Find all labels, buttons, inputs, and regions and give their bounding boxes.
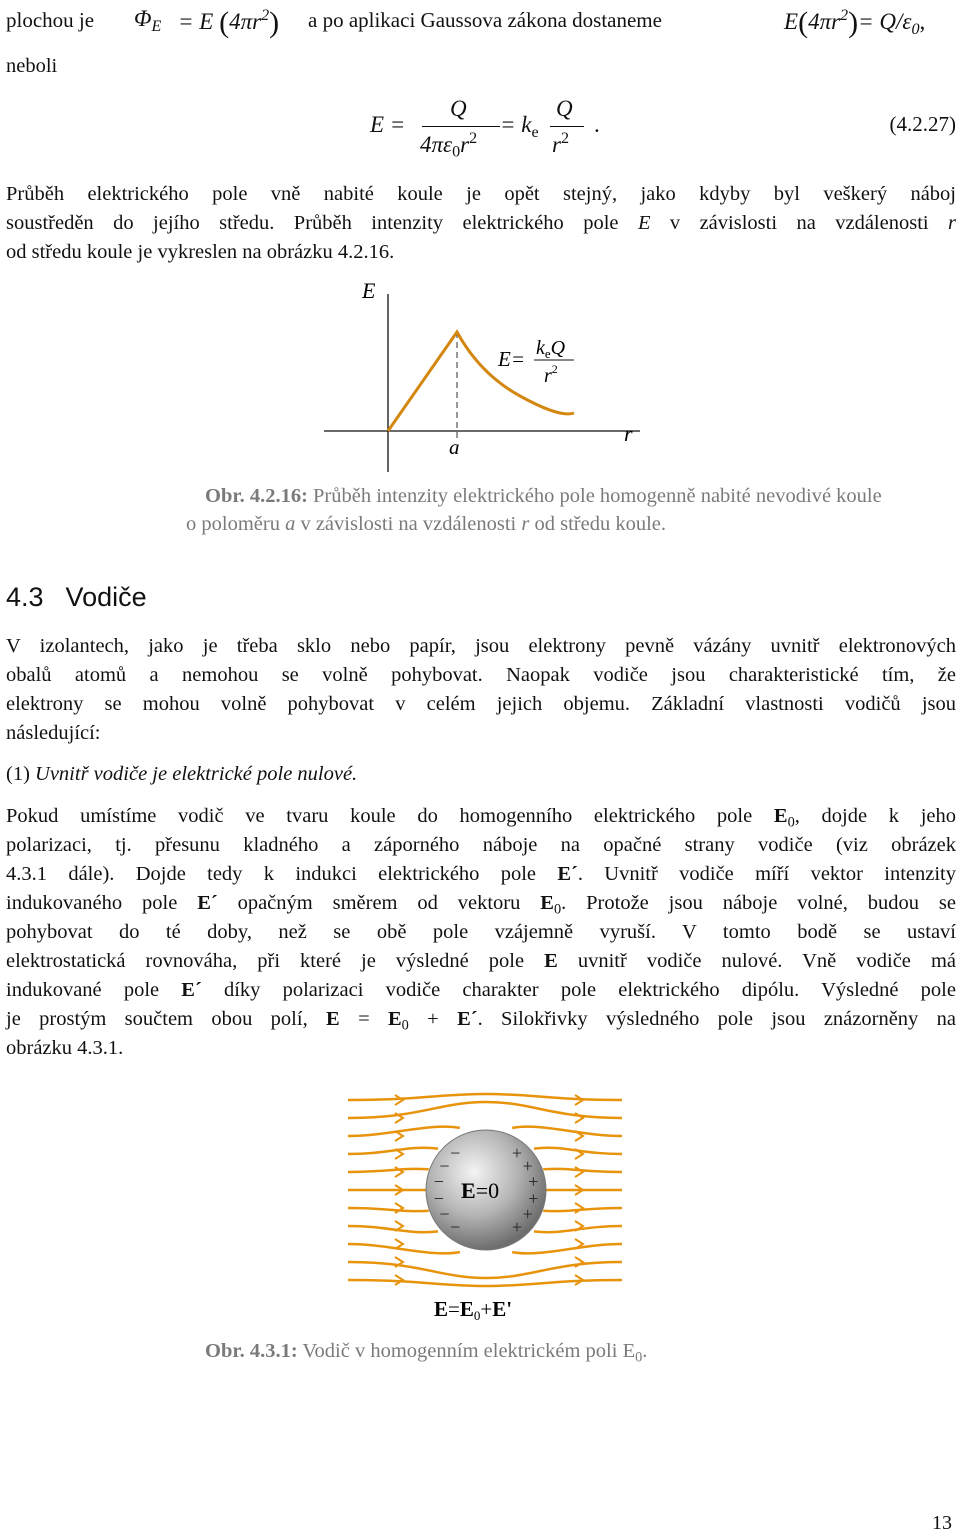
flux-symbol: $\Phi_E$ (134, 6, 162, 35)
text-line: neboli (6, 55, 58, 77)
text-line: V izolantech, jako je třeba sklo nebo papír, jsou elektrony pevně vázány uvnitř elektronových (6, 635, 956, 657)
figure-4-2-16 (320, 276, 660, 472)
field-line (512, 1244, 622, 1253)
axis-y-label: E (362, 278, 376, 303)
negative-charge: − (433, 1171, 444, 1192)
fraction-bar-1 (422, 126, 500, 127)
curve-formula-k: $k_eQ$ (536, 337, 566, 361)
text-line: pohybovat do té doby, než se obě pole vzájemně vyruší. V tomto bodě se ustaví (6, 921, 956, 943)
negative-charge: − (450, 1216, 461, 1237)
text-line: je prostým součtem obou polí, $E = E_0$ + E´. Silokřivky výsledného pole jsou znázorněny na (6, 1008, 956, 1034)
positive-charge: + (528, 1188, 539, 1209)
positive-charge: + (511, 1143, 523, 1164)
formula-denominator-1: $4\pi\varepsilon_0r^2$ (420, 130, 478, 161)
text-line: Pokud umístíme vodič ve tvaru koule do homogenního elektrického pole $E_0$, dojde k jeho (6, 805, 956, 831)
curve-formula-r: $r^2$ (544, 362, 558, 387)
positive-charge: + (522, 1204, 533, 1224)
formula-numerator-1: Q (450, 96, 467, 121)
text-line: indukovaného pole E´ opačným směrem od vektoru $E_0$. Protože jsou náboje volné, budou se (6, 892, 956, 918)
field-arrow (575, 1203, 583, 1213)
formula-end: . (594, 112, 600, 137)
figure-4-3-1 (340, 1074, 640, 1334)
field-line (512, 1127, 622, 1136)
section-heading: 4.3 Vodiče (6, 582, 147, 612)
text-line: Průběh elektrického pole vně nabité koule je opět stejný, jako kdyby byl veškerý náboj (6, 183, 956, 205)
text-line: elektrostatická rovnováha, při které je výsledné pole E uvnitř vodiče nulové. Vně vodiče má (6, 950, 956, 972)
field-line (348, 1208, 429, 1211)
field-arrow (395, 1131, 403, 1141)
figure-caption: Obr. 4.3.1: Vodič v homogenním elektrickém poli $E_0$. (205, 1340, 648, 1366)
gauss-text: a po aplikaci Gaussova zákona dostaneme (308, 8, 662, 32)
page-number: 13 (932, 1512, 952, 1534)
curve-formula-E: E= (498, 347, 525, 371)
field-arrow (575, 1257, 583, 1267)
text-line: následující: (6, 722, 101, 744)
negative-charge: − (439, 1156, 450, 1176)
text-line: soustředěn do jejího středu. Průběh intenzity elektrického pole E v závislosti na vzdálenosti r (6, 212, 956, 234)
positive-charge: + (528, 1171, 539, 1192)
intro-text: plochou je (6, 8, 95, 32)
negative-charge: − (433, 1188, 444, 1209)
field-line (348, 1127, 460, 1136)
field-arrow (575, 1113, 583, 1123)
figure-caption: o poloměru a v závislosti na vzdálenosti r od středu koule. (186, 513, 666, 535)
field-line (348, 1169, 429, 1172)
text-line: elektrony se mohou volně pohybovat v celém jejich objemu. Základní vlastnosti vodičů jsou (6, 693, 956, 715)
text-line: polarizaci, tj. přesunu kladného a záporného náboje na opačné strany vodiče (viz obrázek (6, 834, 956, 856)
inner-field-label: E=0 (461, 1178, 500, 1203)
formula-ke: = $k_e$ (500, 112, 539, 141)
formula-denominator-2: $r^2$ (552, 130, 569, 157)
text-line: od středu koule je vykreslen na obrázku 4.2.16. (6, 241, 395, 263)
field-line (348, 1148, 438, 1154)
formula-4-2-27 (370, 96, 956, 166)
radius-label: a (449, 435, 460, 459)
gauss-equation: $E(4\pi r^2)= Q/\varepsilon_0$, (784, 6, 926, 39)
formula-lhs: E = (370, 112, 406, 137)
equation-number: (4.2.27) (889, 112, 956, 136)
figure-caption: Obr. 4.2.16: Průběh intenzity elektrického pole homogenně nabité nevodivé koule (205, 485, 882, 507)
flux-equation: = E $(4\pi r^2)$ (178, 6, 280, 39)
positive-charge: + (522, 1156, 533, 1176)
total-field-label: E=E0+E' (434, 1297, 513, 1323)
negative-charge: − (439, 1204, 450, 1224)
field-arrow (395, 1239, 403, 1249)
list-item: (1) Uvnitř vodiče je elektrické pole nulové. (6, 763, 358, 785)
field-arrow (575, 1167, 583, 1177)
text-line: indukované pole E´ díky polarizaci vodiče charakter pole elektrického dipólu. Výsledné pole (6, 979, 956, 1001)
top-equation-line (6, 6, 956, 39)
negative-charge: − (450, 1143, 461, 1164)
text-line: obrázku 4.3.1. (6, 1037, 124, 1059)
axis-x-label: r (624, 421, 633, 446)
fraction-bar-2 (550, 126, 584, 127)
formula-numerator-2: Q (556, 96, 573, 121)
field-line (348, 1244, 460, 1253)
text-line: obalů atomů a nemohou se volně pohybovat. Naopak vodiče jsou charakteristické tím, že (6, 664, 956, 686)
text-line: 4.3.1 dále). Dojde tedy k indukci elektrického pole E´. Uvnitř vodiče míří vektor intenzity (6, 863, 956, 885)
positive-charge: + (511, 1216, 523, 1237)
field-line (348, 1226, 438, 1232)
